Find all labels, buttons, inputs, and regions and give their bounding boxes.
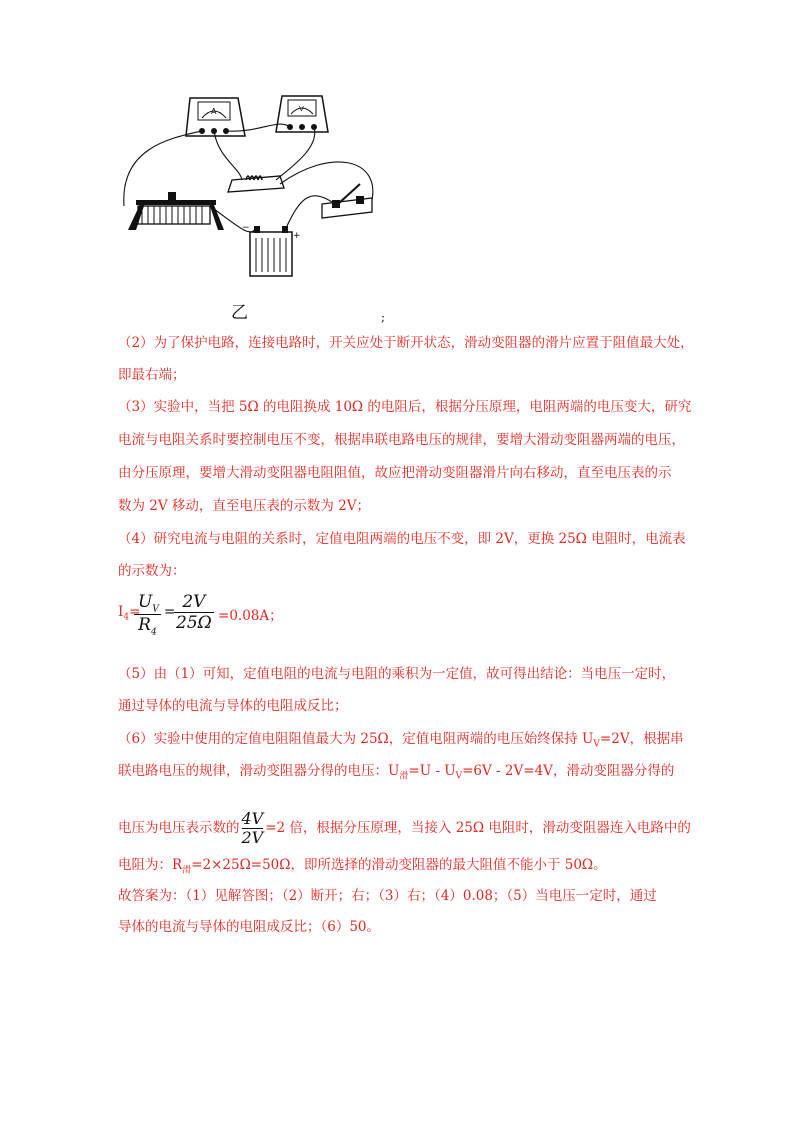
f1-denominator-sub: 4 — [150, 627, 157, 638]
ammeter-icon — [186, 98, 245, 136]
fraction-4v-2v: $\frac{4V}{2V}$ — [241, 809, 264, 847]
f1-numerator-sub: V — [152, 604, 159, 615]
svg-text:V: V — [299, 105, 304, 113]
fraction-uv-r4 — [134, 592, 161, 638]
resistor-icon — [228, 176, 284, 192]
f2-numerator: 2V — [182, 592, 206, 612]
f2-denominator: 25Ω — [176, 613, 212, 633]
text-line-10: 通过导体的电流与导体的电阻成反比； — [118, 698, 348, 714]
text-line-1: （2）为了保护电路，连接电路时，开关应处于断开状态，滑动变阻器的滑片应置于阻值最大处， — [118, 335, 694, 351]
text-line-6: 数为 2V 移动，直至电压表的示数为 2V； — [118, 498, 371, 514]
circuit-diagram — [110, 88, 400, 288]
formula-lhs: I — [118, 604, 124, 620]
figure-caption: 乙 — [231, 303, 248, 323]
fraction-2v-25ohm — [174, 592, 214, 633]
formula-lhs-sub: 4 — [123, 612, 130, 623]
text-line-8: 的示数为： — [118, 563, 186, 579]
formula-eq3: = — [218, 608, 230, 624]
rheostat-icon — [128, 192, 224, 230]
text-line-12: 联电路电压的规律，滑动变阻器分得的电压：$U_滑=U - U_V=6V - 2V=4V$，滑动变阻器分得的 — [118, 763, 675, 782]
f1-numerator: U — [138, 592, 153, 612]
battery-icon — [242, 223, 301, 276]
text-line-2: 即最右端； — [118, 367, 186, 383]
text-line-4: 电流与电阻关系时要控制电压不变，根据串联电路电压的规律，要增大滑动变阻器两端的电压， — [118, 432, 685, 448]
text-line-3: （3）实验中，当把 5Ω 的电阻换成 10Ω 的电阻后，根据分压原理，电阻两端的电压变大，研究 — [118, 399, 692, 415]
formula-eq1: = — [129, 604, 141, 620]
voltmeter-icon — [276, 96, 328, 132]
text-line-11: （6）实验中使用的定值电阻阻值最大为 25Ω，定值电阻两端的电压始终保持 $U_V=2V$，根据串 — [118, 731, 684, 750]
text-line-14: 电阻为：$R_滑=2\times 25\Omega=50\Omega$，即所选择的滑动变阻器的最大阻值不能小于 50Ω。 — [118, 857, 607, 876]
text-line-9: （5）由（1）可知，定值电阻的电流与电阻的乘积为一定值，故可得出结论：当电压一定时， — [118, 666, 676, 682]
text-line-7: （4）研究电流与电阻的关系时，定值电阻两端的电压不变，即 2V，更换 25Ω 电阻时，电流表 — [118, 531, 686, 547]
answer-line-1: 故答案为：（1）见解答图；（2）断开；右；（3）右；（4）0.08；（5）当电压一定时，通过 — [118, 888, 657, 904]
f1-denominator: R — [138, 615, 151, 636]
trailing-semicolon: ; — [381, 310, 386, 324]
answer-line-2: 导体的电流与导体的电阻成反比；（6）50。 — [118, 919, 381, 935]
svg-text:+: + — [293, 231, 301, 241]
svg-text:−: − — [242, 223, 250, 233]
formula-result: 0.08A； — [229, 608, 283, 624]
text-line-5: 由分压原理，要增大滑动变阻器电阻阻值，故应把滑动变阻器滑片向右移动，直至电压表的示 — [118, 465, 672, 481]
svg-text:A: A — [211, 107, 217, 116]
formula-eq2: = — [164, 604, 176, 620]
text-line-13: 电压为电压表示数的 $\frac{4V}{2V}$ =2 倍，根据分压原理，当接入 25Ω 电阻时，滑动变阻器连入电路中的 — [118, 809, 691, 847]
